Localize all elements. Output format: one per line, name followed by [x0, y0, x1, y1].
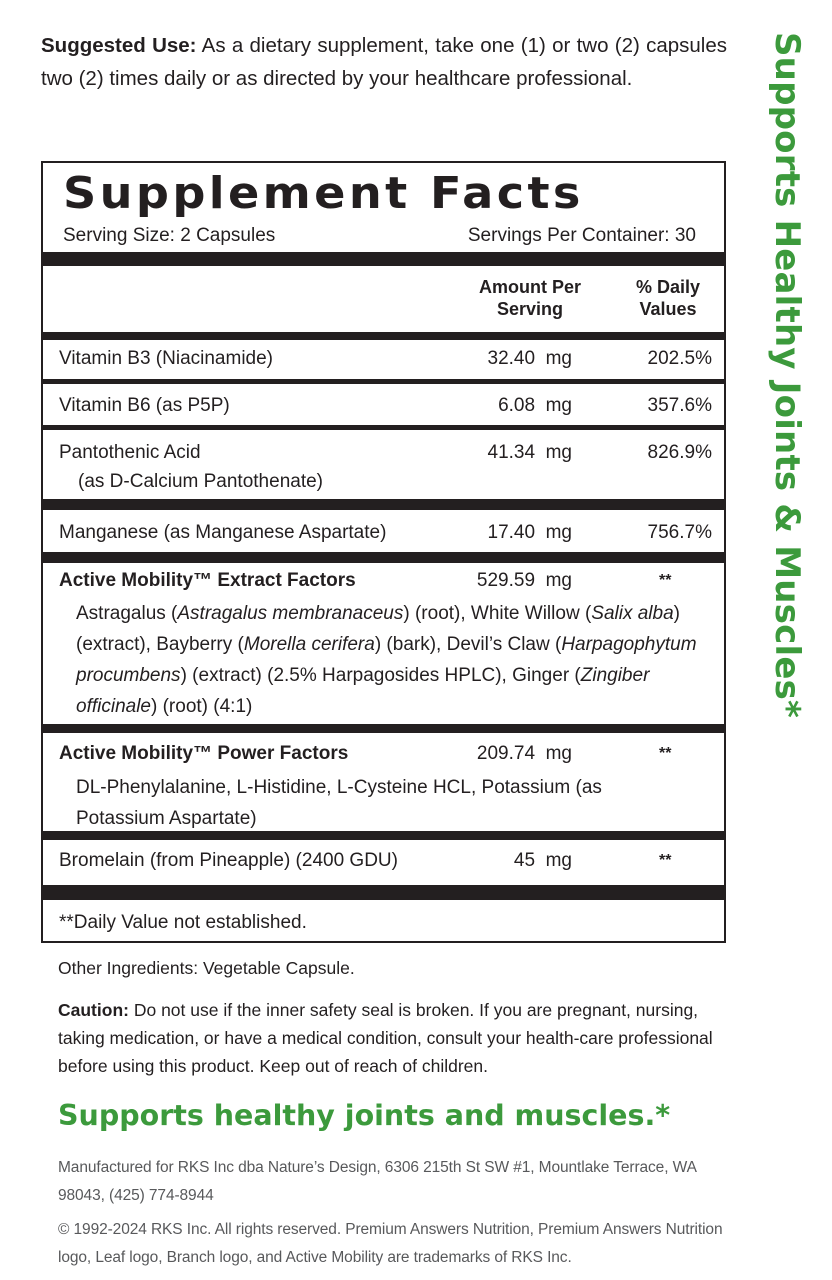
- serving-size: Serving Size: 2 Capsules: [63, 225, 276, 246]
- row-divider: [43, 425, 724, 430]
- thick-divider: [43, 885, 724, 900]
- botanical-name: Harpagophytum procumbens: [76, 634, 697, 686]
- amount-per-serving-header: Amount Per Serving: [478, 277, 581, 319]
- row-divider: [43, 379, 724, 384]
- caution-text: Do not use if the inner safety seal is broken. If you are pregnant, nursing, taking medication, or have a medical condition, consult your health-care professional before using this product. Keep out of reach of children.: [58, 1000, 713, 1076]
- nutrient-source: (as D-Calcium Pantothenate): [78, 471, 323, 492]
- servings-per-container: Servings Per Container: 30: [467, 225, 696, 246]
- row-divider: [43, 724, 724, 733]
- nutrient-name: Bromelain (from Pineapple) (2400 GDU): [59, 850, 398, 871]
- nutrient-amount: 41.34 mg: [487, 442, 572, 463]
- suggested-use-label: Suggested Use:: [41, 34, 197, 57]
- nutrient-row-manganese: [43, 520, 724, 554]
- nutrient-row-bromelain: [43, 848, 724, 882]
- manufacturer-info: Manufactured for RKS Inc dba Nature’s Design, 6306 215th St SW #1, Mountlake Terrace, WA 98043, (425) 774-8944: [58, 1159, 696, 1204]
- nutrient-amount: 32.40 mg: [487, 348, 572, 369]
- footnote: [43, 910, 724, 936]
- nutrient-amount: 209.74 mg: [476, 743, 572, 764]
- nutrient-row-pantothenic: [43, 440, 724, 500]
- tagline: Supports healthy joints and muscles.*: [58, 1099, 671, 1132]
- supplement-facts-panel: [41, 161, 726, 943]
- nutrient-dv: 202.5%: [647, 348, 712, 369]
- nutrient-row-power-factors: [43, 741, 724, 833]
- row-divider: [43, 831, 724, 840]
- nutrient-row-b6: [43, 393, 724, 427]
- side-banner: Supports Healthy Joints & Muscles*: [767, 32, 807, 719]
- facts-title: Supplement Facts: [63, 168, 584, 219]
- botanical-name: Salix alba: [591, 603, 674, 624]
- botanical-name: Zingiber officinale: [76, 665, 650, 717]
- nutrient-amount: 45 mg: [513, 850, 572, 871]
- row-divider: [43, 552, 724, 563]
- nutrient-row-niacinamide: [43, 346, 724, 380]
- other-ingredients: Other Ingredients: Vegetable Capsule.: [58, 958, 355, 978]
- botanical-name: Morella cerifera: [243, 634, 375, 655]
- suggested-use: [41, 30, 727, 95]
- nutrient-amount: 6.08 mg: [498, 395, 572, 416]
- nutrient-amount: 529.59 mg: [476, 570, 572, 591]
- caution-label: Caution:: [58, 1000, 129, 1020]
- botanical-name: Astragalus membranaceus: [177, 603, 404, 624]
- caution: [58, 996, 718, 1080]
- nutrient-name: Active Mobility™ Power Factors: [59, 743, 349, 764]
- nutrient-name: Pantothenic Acid: [59, 442, 201, 463]
- nutrient-amount: 17.40 mg: [487, 522, 572, 543]
- thick-divider: [43, 252, 724, 266]
- nutrient-dv: **: [659, 852, 672, 869]
- nutrient-name: Active Mobility™ Extract Factors: [59, 570, 356, 591]
- nutrient-name: Vitamin B6 (as P5P): [59, 395, 230, 416]
- extract-factors-ingredients: Astragalus (Astragalus membranaceus) (root), White Willow (Salix alba) (extract), Bayberry (Morella cerifera) (bark), Devil’s Claw (Harpagophytum procumbens) (extract) (2.5% Harpagosides HPLC), Ginger (Zingiber officinale) (root) (4:1): [76, 603, 697, 717]
- nutrient-dv: 756.7%: [647, 522, 712, 543]
- nutrient-name: Vitamin B3 (Niacinamide): [59, 348, 274, 369]
- row-divider: [43, 499, 724, 510]
- copyright-notice: © 1992-2024 RKS Inc. All rights reserved. Premium Answers Nutrition, Premium Answers Nutrition logo, Leaf logo, Branch logo, and Active Mobility are trademarks of RKS Inc.: [58, 1221, 723, 1266]
- footnote-text: **Daily Value not established.: [59, 912, 307, 933]
- nutrient-dv: **: [659, 572, 672, 589]
- nutrient-row-extract-factors: [43, 568, 724, 728]
- nutrient-dv: **: [659, 745, 672, 762]
- nutrient-dv: 826.9%: [647, 442, 712, 463]
- daily-values-header: % Daily Values: [635, 277, 701, 319]
- nutrient-name: Manganese (as Manganese Aspartate): [59, 522, 387, 543]
- header-divider: [43, 332, 724, 340]
- nutrient-dv: 357.6%: [647, 395, 712, 416]
- suggested-use-text: As a dietary supplement, take one (1) or two (2) capsules two (2) times daily or as directed by your healthcare professional.: [41, 34, 727, 90]
- power-factors-ingredients: DL-Phenylalanine, L-Histidine, L-Cysteine HCL, Potassium (as Potassium Aspartate): [76, 777, 602, 829]
